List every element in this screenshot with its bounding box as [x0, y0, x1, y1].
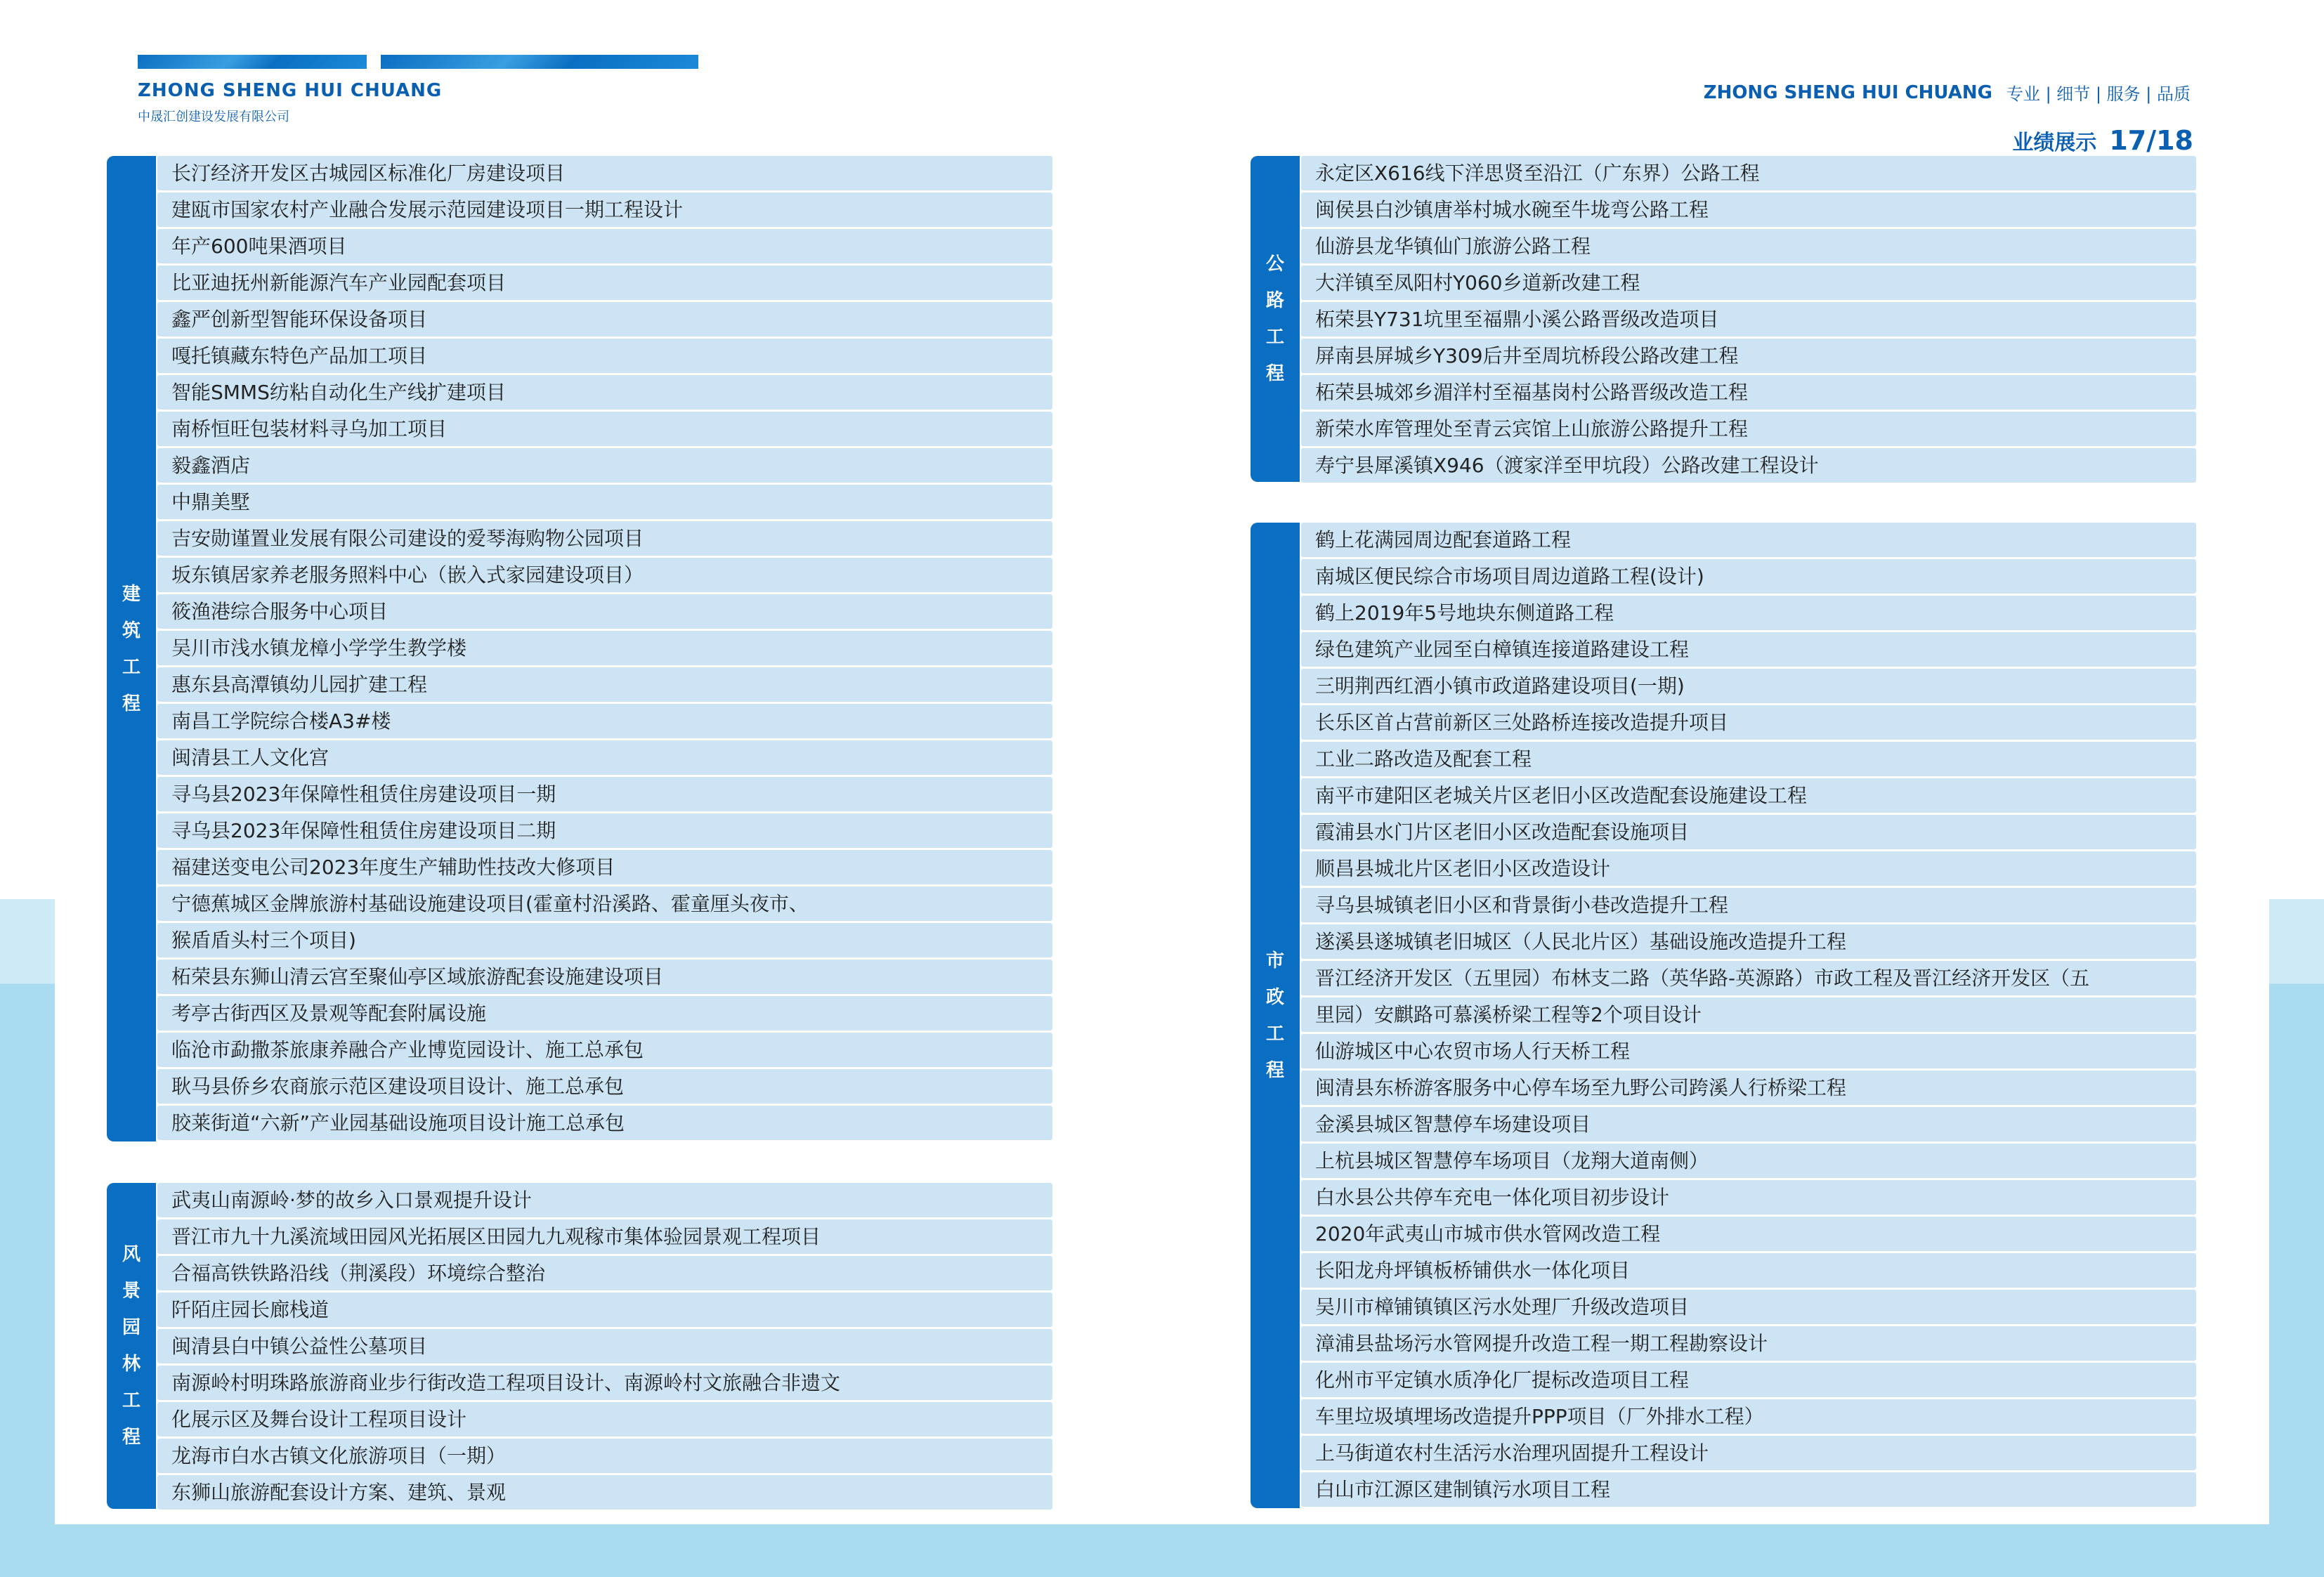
list-item: 南桥恒旺包装材料寻乌加工项目	[157, 412, 1052, 446]
list-item: 南平市建阳区老城关片区老旧小区改造配套设施建设工程	[1301, 778, 2196, 813]
list-item: 毅鑫酒店	[157, 448, 1052, 483]
project-list	[157, 156, 1052, 1142]
list-item: 耿马县侨乡农商旅示范区建设项目设计、施工总承包	[157, 1069, 1052, 1104]
list-item: 2020年武夷山市城市供水管网改造工程	[1301, 1217, 2196, 1251]
list-item: 化州市平定镇水质净化厂提标改造项目工程	[1301, 1363, 2196, 1397]
list-item: 晋江市九十九溪流域田园风光拓展区田园九九观稼市集体验园景观工程项目	[157, 1219, 1052, 1254]
header-tags: 专业 | 细节 | 服务 | 品质	[2006, 84, 2191, 104]
section-title: 公路工程	[1265, 254, 1284, 384]
project-list	[1301, 523, 2196, 1509]
list-item: 屏南县屏城乡Y309后井至周坑桥段公路改建工程	[1301, 339, 2196, 373]
brand-name-right: ZHONG SHENG HUI CHUANG	[1703, 81, 1992, 103]
list-item: 临沧市勐撒茶旅康养融合产业博览园设计、施工总承包	[157, 1033, 1052, 1067]
list-item: 武夷山南源岭·梦的故乡入口景观提升设计	[157, 1183, 1052, 1217]
header-right	[1704, 80, 2191, 105]
section-building	[107, 156, 1052, 1141]
list-item: 绿色建筑产业园至白樟镇连接道路建设工程	[1301, 632, 2196, 667]
list-item: 惠东县高潭镇幼儿园扩建工程	[157, 667, 1052, 702]
list-item: 白水县公共停车充电一体化项目初步设计	[1301, 1180, 2196, 1215]
list-item: 晋江经济开发区（五里园）布林支二路（英华路-英源路）市政工程及晋江经济开发区（五	[1301, 961, 2196, 995]
list-item: 霞浦县水门片区老旧小区改造配套设施项目	[1301, 815, 2196, 849]
list-item: 嘎托镇藏东特色产品加工项目	[157, 339, 1052, 373]
brand-name-left: ZHONG SHENG HUI CHUANG	[138, 80, 443, 101]
list-item: 寻乌县城镇老旧小区和背景街小巷改造提升工程	[1301, 888, 2196, 922]
list-item: 仙游县龙华镇仙门旅游公路工程	[1301, 229, 2196, 263]
list-item: 上杭县城区智慧停车场项目（龙翔大道南侧）	[1301, 1144, 2196, 1178]
section-tab-landscape	[107, 1183, 156, 1509]
list-item: 寻乌县2023年保障性租赁住房建设项目二期	[157, 813, 1052, 848]
list-item: 年产600吨果酒项目	[157, 229, 1052, 263]
list-item: 猴盾盾头村三个项目)	[157, 923, 1052, 957]
list-item: 福建送变电公司2023年度生产辅助性技改大修项目	[157, 850, 1052, 884]
list-item: 永定区X616线下洋思贤至沿江（广东界）公路工程	[1301, 156, 2196, 190]
list-item: 吉安勋谨置业发展有限公司建设的爱琴海购物公园项目	[157, 521, 1052, 556]
list-item: 考亭古街西区及景观等配套附属设施	[157, 996, 1052, 1030]
list-item: 漳浦县盐场污水管网提升改造工程一期工程勘察设计	[1301, 1326, 2196, 1361]
list-item: 上马街道农村生活污水治理巩固提升工程设计	[1301, 1436, 2196, 1470]
project-list	[157, 1183, 1052, 1512]
list-item: 闽侯县白沙镇唐举村城水碗至牛垅弯公路工程	[1301, 192, 2196, 227]
list-item: 南昌工学院综合楼A3#楼	[157, 704, 1052, 738]
section-tab-highway	[1251, 156, 1300, 482]
section-title: 市政工程	[1265, 950, 1284, 1081]
list-item: 寿宁县犀溪镇X946（渡家洋至甲坑段）公路改建工程设计	[1301, 448, 2196, 483]
list-item: 鹤上花满园周边配套道路工程	[1301, 523, 2196, 557]
list-item: 坂东镇居家养老服务照料中心（嵌入式家园建设项目）	[157, 558, 1052, 592]
list-item: 龙海市白水古镇文化旅游项目（一期）	[157, 1439, 1052, 1473]
list-item: 胶莱街道“六新”产业园基础设施项目设计施工总承包	[157, 1106, 1052, 1140]
section-title: 风景园林工程	[122, 1244, 141, 1448]
list-item: 金溪县城区智慧停车场建设项目	[1301, 1107, 2196, 1141]
list-item: 里园）安麒路可慕溪桥梁工程等2个项目设计	[1301, 997, 2196, 1032]
list-item: 顺昌县城北片区老旧小区改造设计	[1301, 851, 2196, 886]
list-item: 中鼎美墅	[157, 485, 1052, 519]
logo-stripe-1	[138, 55, 367, 69]
list-item: 长汀经济开发区古城园区标准化厂房建设项目	[157, 156, 1052, 190]
company-name: 中晟汇创建设发展有限公司	[138, 110, 289, 124]
section-highway	[1251, 156, 2196, 482]
list-item: 长乐区首占营前新区三处路桥连接改造提升项目	[1301, 705, 2196, 740]
section-title: 建筑工程	[122, 583, 141, 714]
list-item: 合福高铁铁路沿线（荆溪段）环境综合整治	[157, 1256, 1052, 1290]
list-item: 大洋镇至凤阳村Y060乡道新改建工程	[1301, 266, 2196, 300]
list-item: 南源岭村明珠路旅游商业步行街改造工程项目设计、南源岭村文旅融合非遗文	[157, 1366, 1052, 1400]
section-label: 业绩展示	[2012, 131, 2097, 155]
list-item: 车里垃圾填埋场改造提升PPP项目（厂外排水工程）	[1301, 1399, 2196, 1434]
logo-stripe-2	[381, 55, 698, 69]
list-item: 建瓯市国家农村产业融合发展示范园建设项目一期工程设计	[157, 192, 1052, 227]
page-label	[2012, 125, 2193, 156]
list-item: 宁德蕉城区金牌旅游村基础设施建设项目(霍童村沿溪路、霍童厘头夜市、	[157, 886, 1052, 921]
list-item: 闽清县白中镇公益性公墓项目	[157, 1329, 1052, 1363]
list-item: 寻乌县2023年保障性租赁住房建设项目一期	[157, 777, 1052, 811]
list-item: 东狮山旅游配套设计方案、建筑、景观	[157, 1475, 1052, 1510]
list-item: 柘荣县Y731坑里至福鼎小溪公路晋级改造项目	[1301, 302, 2196, 336]
list-item: 化展示区及舞台设计工程项目设计	[157, 1402, 1052, 1437]
list-item: 新荣水库管理处至青云宾馆上山旅游公路提升工程	[1301, 412, 2196, 446]
list-item: 吴川市樟铺镇镇区污水处理厂升级改造项目	[1301, 1290, 2196, 1324]
list-item: 闽清县工人文化宫	[157, 740, 1052, 775]
section-landscape	[107, 1183, 1052, 1509]
section-municipal	[1251, 523, 2196, 1508]
list-item: 仙游城区中心农贸市场人行天桥工程	[1301, 1034, 2196, 1068]
list-item: 柘荣县东狮山清云宫至聚仙亭区域旅游配套设施建设项目	[157, 960, 1052, 994]
list-item: 鹤上2019年5号地块东侧道路工程	[1301, 596, 2196, 630]
list-item: 白山市江源区建制镇污水项目工程	[1301, 1472, 2196, 1507]
list-item: 吴川市浅水镇龙樟小学学生教学楼	[157, 631, 1052, 665]
project-list	[1301, 156, 2196, 485]
page-number: 17/18	[2109, 125, 2193, 156]
section-tab-municipal	[1251, 523, 1300, 1508]
list-item: 筱渔港综合服务中心项目	[157, 594, 1052, 629]
list-item: 阡陌庄园长廊栈道	[157, 1293, 1052, 1327]
list-item: 智能SMMS纺粘自动化生产线扩建项目	[157, 375, 1052, 410]
list-item: 柘荣县城郊乡湄洋村至福基岗村公路晋级改造工程	[1301, 375, 2196, 410]
list-item: 三明荆西红酒小镇市政道路建设项目(一期)	[1301, 669, 2196, 703]
section-tab-building	[107, 156, 156, 1141]
list-item: 鑫严创新型智能环保设备项目	[157, 302, 1052, 336]
list-item: 长阳龙舟坪镇板桥铺供水一体化项目	[1301, 1253, 2196, 1288]
list-item: 比亚迪抚州新能源汽车产业园配套项目	[157, 266, 1052, 300]
list-item: 工业二路改造及配套工程	[1301, 742, 2196, 776]
list-item: 遂溪县遂城镇老旧城区（人民北片区）基础设施改造提升工程	[1301, 924, 2196, 959]
list-item: 闽清县东桥游客服务中心停车场至九野公司跨溪人行桥梁工程	[1301, 1071, 2196, 1105]
list-item: 南城区便民综合市场项目周边道路工程(设计)	[1301, 559, 2196, 594]
